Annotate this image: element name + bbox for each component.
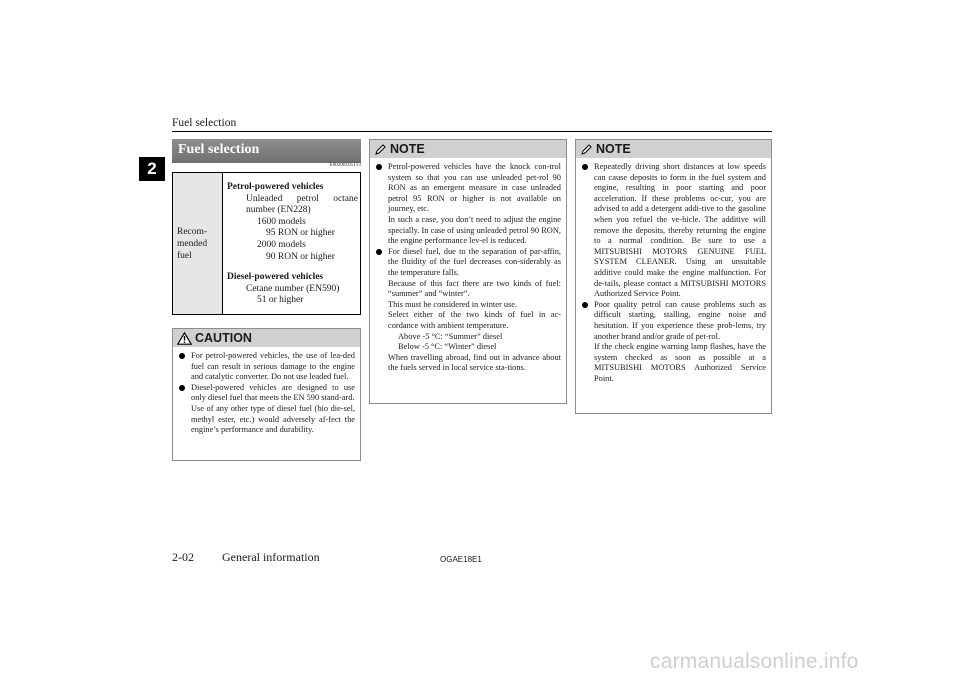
note-header bbox=[370, 140, 566, 158]
temp-above: Above -5 °C: “Summer” diesel bbox=[398, 331, 503, 341]
label-line: fuel bbox=[177, 250, 192, 261]
note-heading: NOTE bbox=[390, 142, 425, 156]
note-item-continuation: In such a case, you don’t need to adjust the engine specially. In case of using unleaded petrol 90 RON, the engine performance lev-el is reduced. bbox=[388, 214, 561, 246]
bullet-icon bbox=[376, 249, 382, 255]
model-2000: 2000 models bbox=[257, 240, 306, 250]
diesel-heading: Diesel-powered vehicles bbox=[227, 272, 324, 283]
bullet-icon bbox=[582, 164, 588, 170]
note-heading: NOTE bbox=[596, 142, 631, 156]
fuel-table-label bbox=[173, 173, 223, 315]
model-1600: 1600 models bbox=[257, 216, 306, 227]
fuel-table-content bbox=[223, 173, 361, 315]
note-pencil-icon bbox=[374, 143, 386, 155]
note-item: Repeatedly driving short distances at low speeds can cause deposits to form in the fuel system and engine, resulting in poor starting and poor acceleration. If these problems oc-cur, you are advised to add a detergent addi-tive to the gasoline when you refuel the ve-hicle. The additive will remove the deposits, thereby returning the engine to a normal condition. Be sure to use a MITSUBISHI MOTORS GENUINE FUEL SYSTEM CLEANER. Using an unsuitable additive could make the engine malfunction. For de-tails, please contact a MITSUBISHI MOTORS Authorized Service Point. bbox=[582, 162, 766, 300]
page-number: 2-02 bbox=[172, 550, 194, 564]
caution-box bbox=[172, 328, 361, 461]
warning-triangle-icon bbox=[177, 332, 192, 345]
chapter-tab: 2 bbox=[139, 157, 165, 181]
bullet-icon bbox=[179, 385, 185, 391]
bullet-icon bbox=[179, 353, 185, 359]
diesel-cetane-line: Cetane number (EN590) bbox=[246, 283, 340, 294]
ron-1600: 95 RON or higher bbox=[266, 228, 335, 239]
fuel-table bbox=[172, 172, 361, 315]
header-rule bbox=[172, 131, 772, 132]
caution-item: Diesel-powered vehicles are designed to use only diesel fuel that meets the EN 590 stand-ard. bbox=[179, 383, 355, 404]
note-box-2 bbox=[575, 139, 772, 414]
caution-header bbox=[173, 329, 360, 347]
label-line: mended bbox=[177, 238, 208, 249]
caution-item-continuation: Use of any other type of diesel fuel (bio die-sel, methyl ester, etc.) would adversely af-fect the engine’s performance and durability. bbox=[191, 403, 355, 435]
caution-item: For petrol-powered vehicles, the use of lea-ded fuel can result in serious damage to the engine and catalytic converter. Do not use leaded fuel. bbox=[179, 351, 355, 383]
bullet-icon bbox=[376, 164, 382, 170]
petrol-octane-line: Unleaded petrol octane bbox=[246, 193, 358, 204]
note-item: Petrol-powered vehicles have the knock con-trol system so that you can use unleaded pet-rol 90 RON as an emergent measure in case unleaded petrol 95 RON or higher is not available on journey, etc. bbox=[376, 162, 561, 215]
ron-2000: 90 RON or higher bbox=[266, 251, 335, 262]
note-pencil-icon bbox=[580, 143, 592, 155]
note-item: Poor quality petrol can cause problems such as difficult starting, stalling, engine noise and hesitation. If you experience these prob-lems, try another brand and/or grade of pet-rol. bbox=[582, 300, 766, 342]
note-box-1 bbox=[369, 139, 567, 404]
section-title: Fuel selection bbox=[172, 139, 361, 163]
document-code: OGAE18E1 bbox=[440, 555, 482, 564]
diesel-cetane-value: 51 or higher bbox=[257, 295, 304, 306]
caution-heading: CAUTION bbox=[195, 331, 252, 345]
note-item-continuation: Select either of the two kinds of fuel in ac-cordance with ambient temperature. bbox=[388, 310, 561, 330]
petrol-heading: Petrol-powered vehicles bbox=[227, 182, 324, 193]
label-line: Recom- bbox=[177, 226, 208, 237]
note-item: For diesel fuel, due to the separation of par-affin, the fluidity of the fuel decreases con-siderably as the temperature falls. bbox=[376, 247, 561, 279]
section-ref-code: E00200105113 bbox=[329, 163, 361, 168]
note-item-continuation: Because of this fact there are two kinds of fuel: “summer” and “winter”. bbox=[388, 278, 561, 299]
note-item-continuation: If the check engine warning lamp flashes, have the system checked as soon as possible at a MITSUBISHI MOTORS Authorized Service Point. bbox=[594, 342, 766, 383]
watermark: carmanualsonline.info bbox=[650, 650, 859, 673]
bullet-icon bbox=[582, 302, 588, 308]
temp-below: Below -5 °C: “Winter” diesel bbox=[398, 342, 497, 352]
petrol-standard-line: number (EN228) bbox=[246, 205, 311, 216]
note-item-continuation: When travelling abroad, find out in advance about the fuels served in local service sta-tions. bbox=[388, 352, 561, 373]
running-head-title: Fuel selection bbox=[172, 117, 237, 129]
note-header bbox=[576, 140, 771, 158]
note-item-continuation: This must be considered in winter use. bbox=[388, 299, 518, 309]
footer-section-name: General information bbox=[222, 550, 320, 564]
